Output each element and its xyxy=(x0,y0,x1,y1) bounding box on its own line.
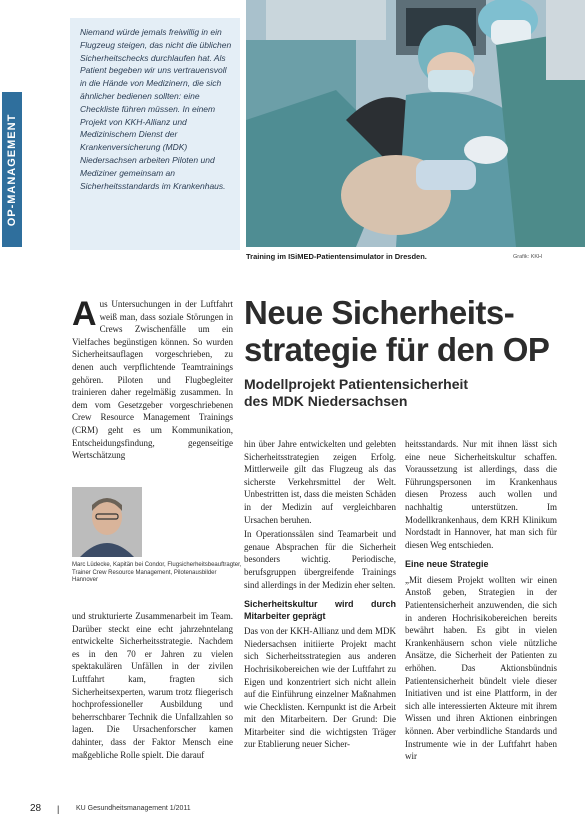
article-headline xyxy=(244,294,584,368)
headline-line-2: strategie für den OP xyxy=(244,331,550,368)
column-2-subheading: Sicherheitskultur wird durch Mitarbeiter geprägt xyxy=(244,599,396,621)
portrait-caption: Marc Lüdecke, Kapitän bei Condor, Flugsicherheitsbeauftragter, Trainer Crew Resource Management, Pilotenausbilder Hannover xyxy=(72,562,242,584)
section-label xyxy=(2,92,22,247)
photo-credit: Grafik: KKH xyxy=(513,254,543,260)
column-2-paragraph-3: Das von der KKH-Allianz und dem MDK Niedersachsen initiierte Projekt macht sich Sicherheitsstrategien aus anderen Hochrisikobereichen wie der Luftfahrt zu Eigen und konzentriert sich nicht allein auf die Einführung einzelner Maßnahmen wie Checklisten. Kernpunkt ist die Arbeit mit den Mitarbeitern. Der Grund: Die Mitarbeiter sind die wichtigsten Träger zur Etablierung neuer Sicher- xyxy=(244,626,396,750)
column-2-paragraph-2: In Operationssälen sind Teamarbeit und genaue Absprachen für die Sicherheit besonders wichtig. Periodische, berufsgruppen übergreifende Trainings sind allerdings in der Medizin eher selten. xyxy=(244,529,396,590)
column-1-paragraph-1: us Untersuchungen in der Luftfahrt weiß man, dass soziale Störungen in Crews Zwischenfälle um ein Vielfaches begünstigen können. So wurden Sicherheitsauflagen vorgeschrieben, zu denen auch verpflichtende Teamtrainings gehören. Piloten und Flugbegleiter trainieren daher regelmäßig zusammen. In dem vom Gesetzgeber vorgeschriebenen Crew Resource Management Trainings (CRM) geht es um Kommunikation, Entscheidungsfindung, gegenseitige Wertschätzung xyxy=(72,299,233,461)
column-3 xyxy=(405,438,557,802)
column-1-top xyxy=(72,298,233,480)
column-3-paragraph-2: „Mit diesem Projekt wollten wir einen Anstoß geben, Strategien in der Patientensicherheit anzuwenden, die sich in anderen Hochrisikobereichen bereits bewährt haben. Es gibt in vielen Krankenhäusern schon viele nützliche Ansätze, die Sicherheit der Patienten zu erhöhen. Das Aktionsbündnis Patientensicherheit bündelt viele dieser Initiativen und ist eine Plattform, in der sich alle interessierten Akteure mit ihrem Wissen und ihren Aktionen einbringen können. Aber verbindliche Standards und Instrumente wie in der Luftfahrt haben wir xyxy=(405,574,557,762)
subheadline-line-2: des MDK Niedersachsen xyxy=(244,393,408,409)
column-1-bottom xyxy=(72,610,233,800)
column-2-paragraph-1: hin über Jahre entwickelten und gelebten Sicherheitsstrategien zeigen Erfolg. Mittlerweile gilt das Flugzeug als das sicherste Verkehrsmittel der Welt. Unbestritten ist, dass die meisten Schäden in der Medizin auf vergleichbaren Ursachen beruhen. xyxy=(244,439,396,525)
portrait-image xyxy=(72,487,142,557)
intro-teaser xyxy=(70,18,240,250)
page-number: 28 xyxy=(30,803,42,814)
portrait-photo xyxy=(72,487,142,557)
column-3-paragraph-1: heitsstandards. Nur mit ihnen lässt sich eine neue Sicherheitskultur schaffen. Voraussetzung ist allerdings, dass die Führungspersonen im Krankenhaus diesen Prozess auch wollen und nachhaltig unterstützen. Im Modellkrankenhaus, dem KRH Klinikum Nordstadt in Hannover, hat man sich für diesen Weg entschieden. xyxy=(405,439,557,550)
footer-separator: | xyxy=(57,804,60,814)
column-1-paragraph-2: und strukturierte Zusammenarbeit im Team. Darüber steckt eine echt jahrzehntelang entwickelte Sicherheitsstrategie. Nachdem es in den 70 er Jahren zu vielen spektakulären Unfällen in der zivilen Luftfahrt kam, fragten sich Sicherheitsexperten, warum trotz fliegerisch hochprofessioneller Ausbildung und beherrschbarer Technik die Unfallzahlen so lagen. Die Ursachenforscher kamen dahinter, dass der Faktor Mensch eine maßgebliche Rolle spielt. Die darauf xyxy=(72,611,233,760)
drop-cap: A xyxy=(72,298,97,333)
journal-name: KU Gesundheitsmanagement 1/2011 xyxy=(76,805,191,812)
headline-line-1: Neue Sicherheits- xyxy=(244,294,515,331)
photo-caption: Training im ISiMED-Patientensimulator in Dresden. xyxy=(246,252,427,261)
intro-text: Niemand würde jemals freiwillig in ein Flugzeug steigen, das nicht die üblichen Sicherheitschecks durchlaufen hat. Als Patient begeben wir uns vertrauensvoll in die Hände von Medizinern, die sich ähnlicher bedienen sollten: eine Checkliste führen müssen. In einem Projekt von KKH-Allianz und Medizinischem Dienst der Krankenversicherung (MDK) Niedersachsen arbeiten Piloten und Mediziner gemeinsam an Sicherheitsstandards im Krankenhaus. xyxy=(80,27,232,191)
surgery-simulator-photo xyxy=(246,0,585,247)
column-2 xyxy=(244,438,396,802)
article-photo xyxy=(246,0,585,247)
subheadline-line-1: Modellprojekt Patientensicherheit xyxy=(244,376,469,392)
section-label-text: OP-MANAGEMENT xyxy=(6,113,18,226)
column-3-subheading: Eine neue Strategie xyxy=(405,559,489,570)
article-subheadline xyxy=(244,376,574,410)
